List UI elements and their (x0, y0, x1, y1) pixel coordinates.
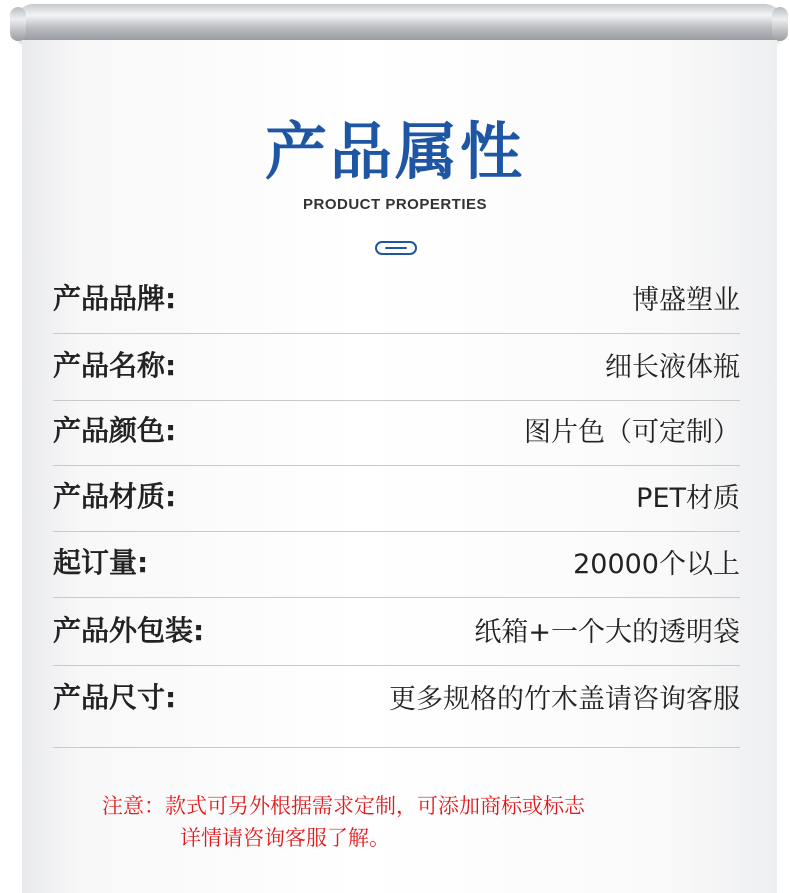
property-label: 产品品牌: (53, 282, 177, 315)
property-value: 博盛塑业 (632, 285, 740, 316)
note-line-2: 详情请咨询客服了解。 (180, 826, 390, 850)
property-label: 产品名称: (53, 349, 177, 382)
note-line-1: 注意：款式可另外根据需求定制，可添加商标或标志 (102, 794, 585, 818)
property-row-moq (53, 531, 740, 598)
property-label: 产品尺寸: (53, 681, 177, 714)
property-row-brand (53, 267, 740, 334)
property-value: 图片色（可定制） (524, 417, 740, 448)
property-value: 细长液体瓶 (605, 352, 740, 383)
property-value: 更多规格的竹木盖请咨询客服 (389, 684, 740, 715)
page-subtitle: PRODUCT PROPERTIES (302, 196, 488, 213)
property-row-size (53, 666, 740, 748)
page-title: 产品属性 (264, 115, 525, 188)
property-label: 产品颜色: (53, 414, 177, 447)
property-value: 纸箱+一个大的透明袋 (474, 617, 740, 648)
property-label: 产品外包装: (53, 614, 205, 647)
property-label: 起订量: (53, 546, 149, 579)
property-row-color (53, 399, 740, 466)
property-row-material (53, 465, 740, 532)
property-row-packaging (53, 599, 740, 666)
property-value: PET材质 (636, 483, 740, 514)
property-value: 20000个以上 (573, 549, 740, 580)
poster-roller (14, 4, 784, 44)
property-label: 产品材质: (53, 480, 177, 513)
property-row-name (53, 334, 740, 401)
pill-divider-icon (375, 241, 417, 255)
